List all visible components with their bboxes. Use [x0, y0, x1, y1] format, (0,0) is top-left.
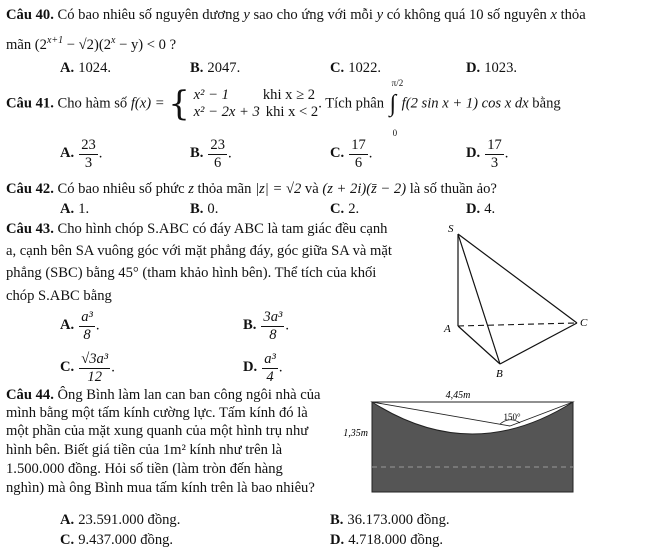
q44-label: Câu 44. — [6, 387, 54, 403]
q42-stem: Câu 42. Có bao nhiêu số phức z thỏa mãn |z| = √2 và (z + 2i)(z̄ − 2) là số thuần ảo? — [6, 181, 497, 197]
pyramid-figure — [440, 222, 600, 382]
q44-stem-line-6: nghìn) mà ông Bình mua tấm kính trên là bao nhiêu? — [6, 480, 315, 496]
vertex-b-label: B — [496, 368, 503, 380]
q43-option-c[interactable]: C. $\frac{\text{√3a³}}{12}$ . — [60, 351, 115, 385]
edge-sc — [458, 234, 577, 323]
q41-option-c[interactable]: C. $\frac{17}{6}$ . — [330, 137, 373, 171]
integral-sign: π/2 ∫ 0 — [389, 78, 404, 138]
piecewise-brace: { — [168, 84, 190, 124]
q42-option-b[interactable]: B. 0. — [190, 201, 219, 217]
vertex-a-label: A — [444, 323, 451, 335]
q40-label: Câu 40. — [6, 7, 54, 23]
width-label: 4,45m — [445, 390, 471, 401]
q44-option-d[interactable]: D. 4.718.000 đồng. — [330, 532, 444, 548]
q40-option-c[interactable]: C. 1022. — [330, 60, 382, 76]
height-label: 1,35m — [343, 428, 368, 439]
q44-stem-line-5: 1.500.000 đồng. Hỏi số tiền (làm tròn đến hàng — [6, 461, 283, 477]
edge-ac-hidden — [458, 323, 577, 326]
q40-option-b[interactable]: B. 2047. — [190, 60, 241, 76]
q41-option-b[interactable]: B. $\frac{23}{6}$ . — [190, 137, 232, 171]
q43-stem-line-2: a, cạnh bên SA vuông góc với mặt phẳng đáy, góc giữa SA và mặt — [6, 243, 392, 259]
q40-option-a[interactable]: A. 1024. — [60, 60, 112, 76]
q44-stem-line-2: mình bằng một tấm kính cường lực. Tấm kính đó là — [6, 405, 308, 421]
q40-option-d[interactable]: D. 1023. — [466, 60, 518, 76]
q44-stem-line-4: hình bên. Biết giá tiền của 1m² kính như trên là — [6, 442, 283, 458]
vertex-s-label: S — [448, 223, 454, 235]
q43-stem-line-3: phẳng (SBC) bằng 45° (tham khảo hình bên). Thể tích của khối — [6, 265, 377, 281]
q44-stem-line-3: một phần của mặt xung quanh của một hình trụ như — [6, 423, 309, 439]
q43-option-d[interactable]: D. $\frac{\text{a³}}{4}$ . — [243, 351, 283, 385]
q41-option-d[interactable]: D. $\frac{17}{3}$ . — [466, 137, 509, 171]
q44-option-b[interactable]: B. 36.173.000 đồng. — [330, 512, 450, 528]
vertex-c-label: C — [580, 317, 588, 329]
edge-bc — [500, 323, 577, 364]
q41-option-a[interactable]: A. $\frac{23}{3}$ . — [60, 137, 103, 171]
q42-option-c[interactable]: C. 2. — [330, 201, 360, 217]
q43-option-a[interactable]: A. $\frac{\text{a³}}{8}$ . — [60, 309, 100, 343]
q43-option-b[interactable]: B. $\frac{\text{3a³}}{8}$ . — [243, 309, 290, 343]
q41-stem: Câu 41. Cho hàm số f(x) = { x² − 1 khi x ≥ 2 x² − 2x + 3 khi x < 2 . Tích phân π/2 ∫ 0 f(2 sin x + 1) cos x dx bằng — [6, 78, 561, 138]
q40-stem: Câu 40. Có bao nhiêu số nguyên dương y sao cho ứng với mỗi y có không quá 10 số nguyên x thỏa — [6, 7, 586, 23]
q40-condition: mãn $(2^{x+1} - √2)(2^x - y) < 0$ ? — [6, 35, 177, 53]
q44-stem-line-1: Câu 44. Ông Bình làm lan can ban công ngôi nhà của — [6, 387, 321, 403]
q43-stem-line-4: chóp S.ABC bằng — [6, 288, 112, 304]
glass-panel-figure — [340, 386, 580, 508]
q42-option-d[interactable]: D. 4. — [466, 201, 496, 217]
q41-label: Câu 41. — [6, 95, 54, 112]
q44-option-c[interactable]: C. 9.437.000 đồng. — [60, 532, 174, 548]
q43-stem-line-1: Câu 43. Cho hình chóp S.ABC có đáy ABC là tam giác đều cạnh — [6, 221, 388, 237]
q42-label: Câu 42. — [6, 181, 54, 197]
q42-option-a[interactable]: A. 1. — [60, 201, 90, 217]
q44-option-a[interactable]: A. 23.591.000 đồng. — [60, 512, 181, 528]
angle-label: 150° — [503, 412, 521, 422]
q43-label: Câu 43. — [6, 221, 54, 237]
piecewise-cases: x² − 1 khi x ≥ 2 x² − 2x + 3 khi x < 2 — [193, 87, 319, 120]
